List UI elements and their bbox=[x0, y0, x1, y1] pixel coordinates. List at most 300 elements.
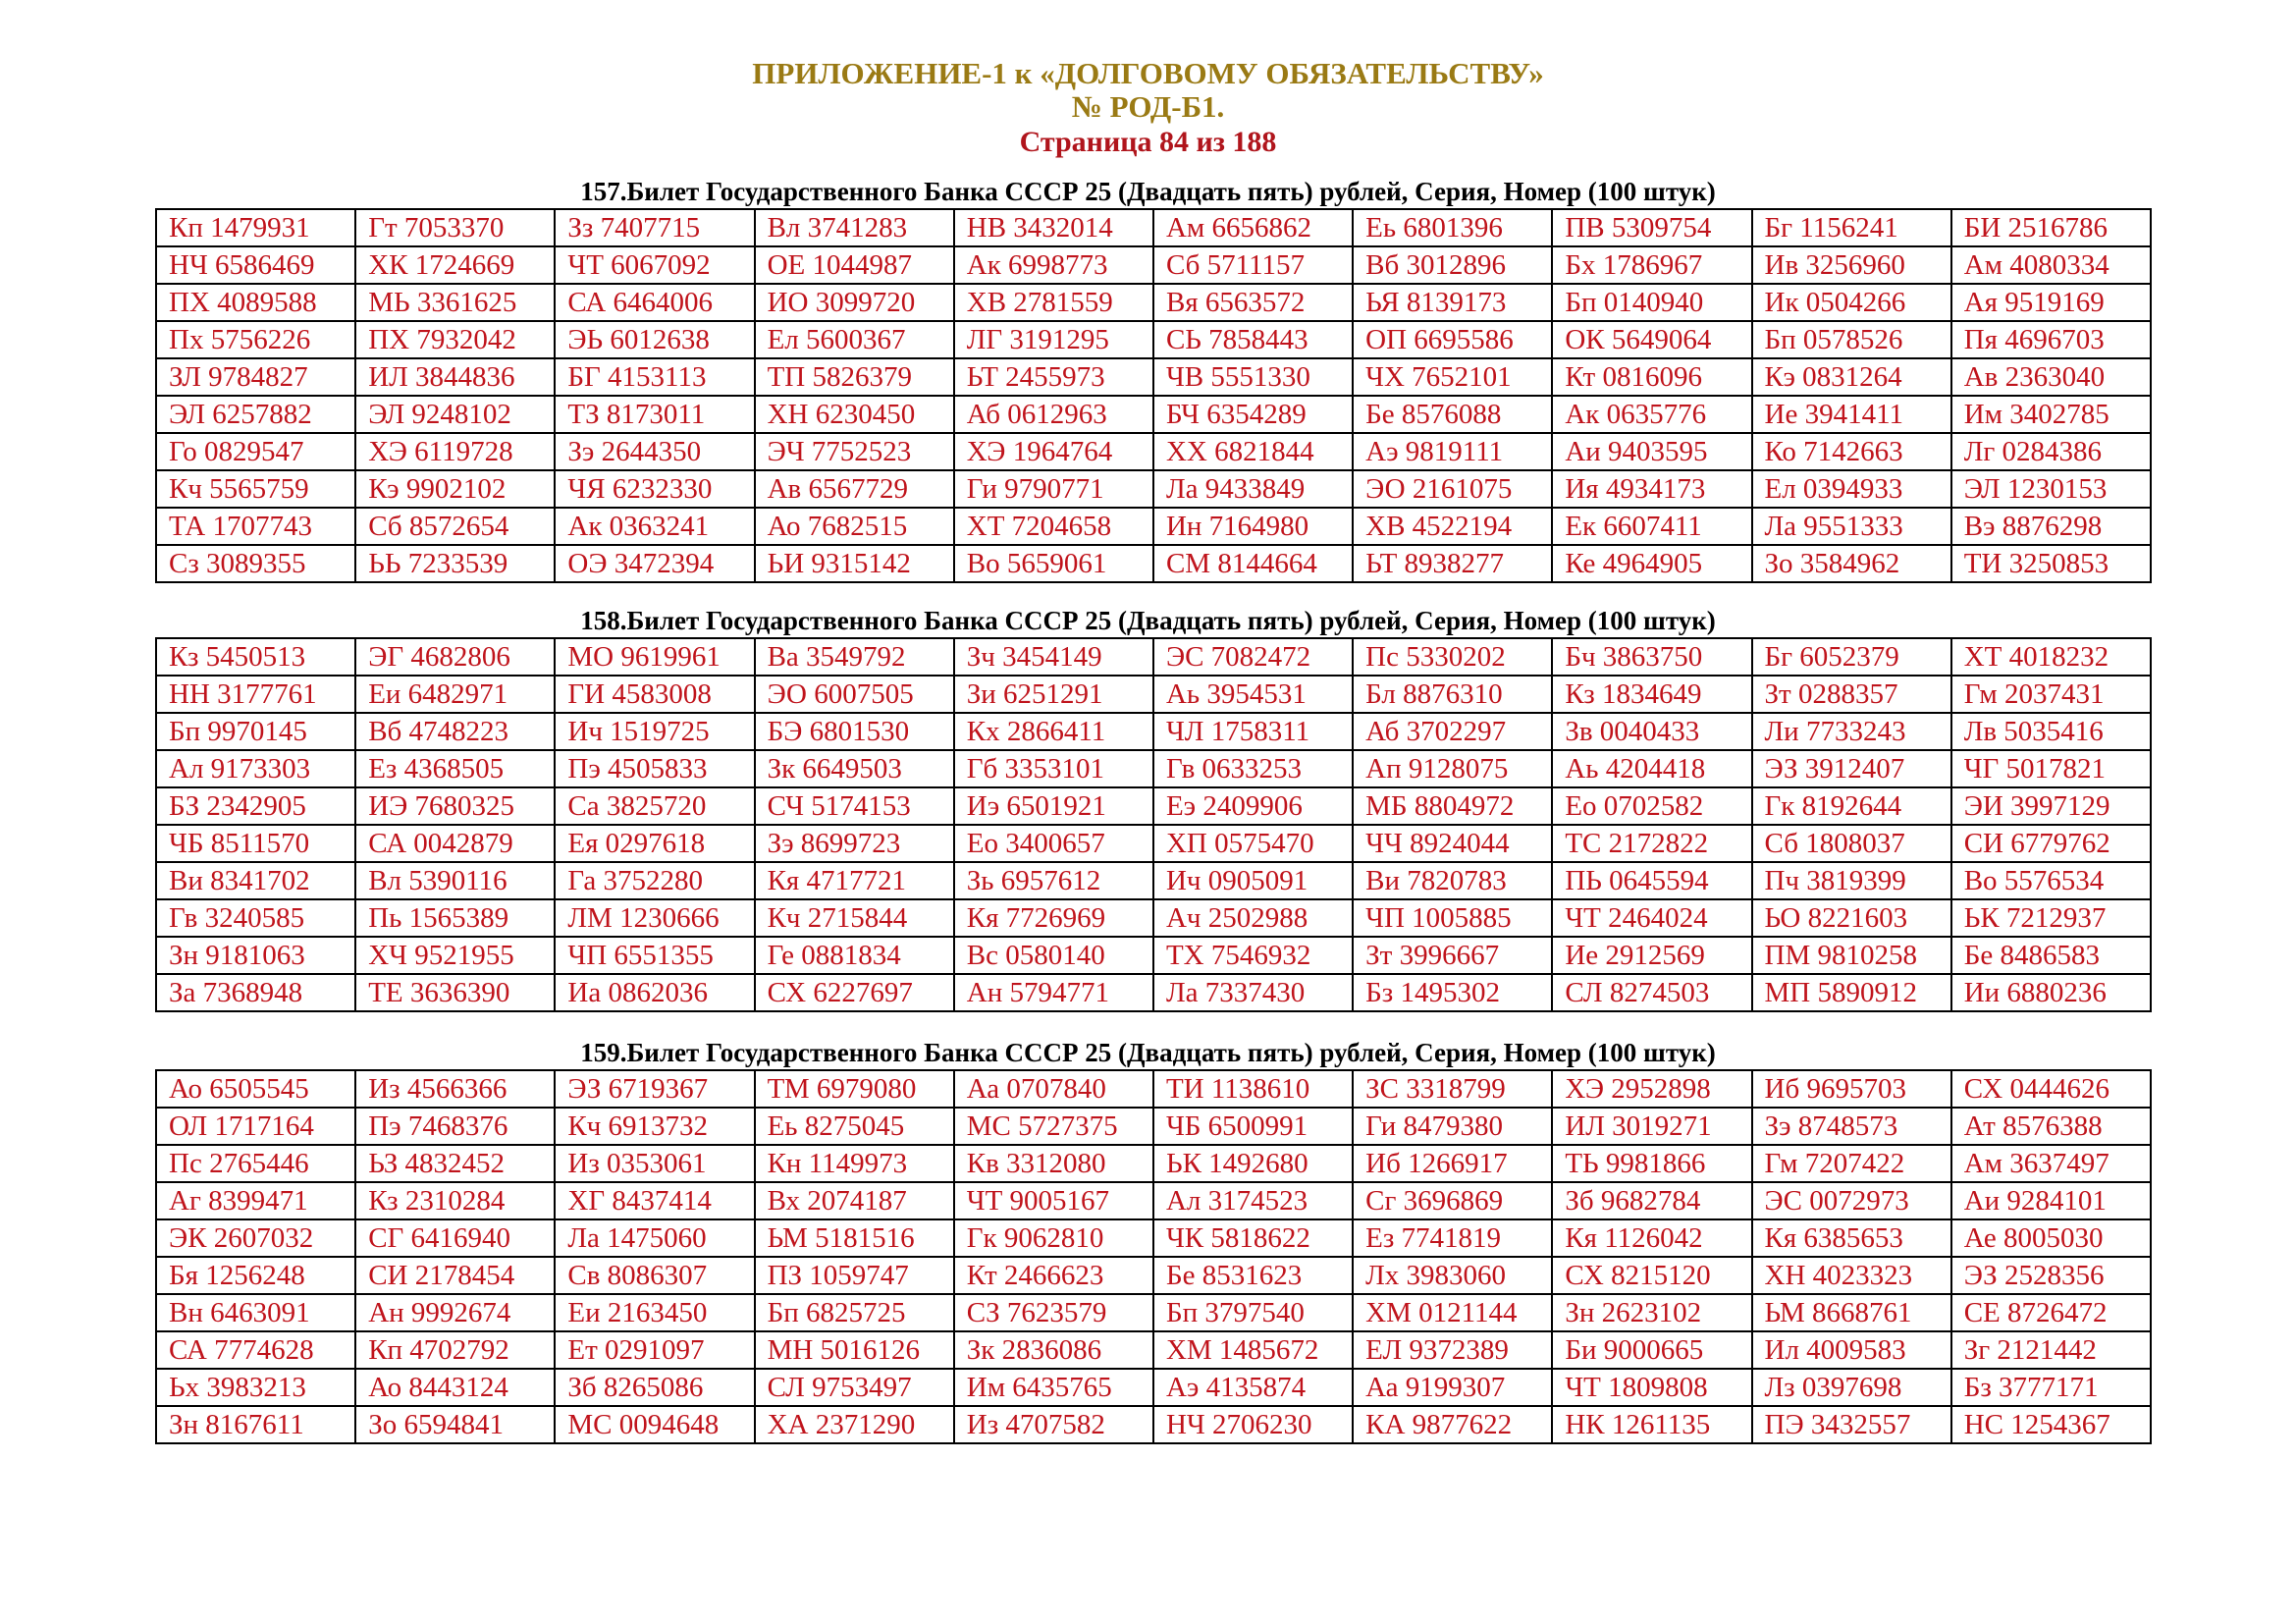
serial-number-cell: ТМ 6979080 bbox=[755, 1070, 954, 1108]
serial-number-cell: ЭС 7082472 bbox=[1153, 638, 1353, 676]
serial-number-cell: Сб 8572654 bbox=[355, 508, 555, 545]
serial-number-cell: ЧЯ 6232330 bbox=[555, 470, 754, 508]
table-row bbox=[156, 1145, 2151, 1182]
serial-number-cell: ХП 0575470 bbox=[1153, 825, 1353, 862]
serial-number-cell: НН 3177761 bbox=[156, 676, 355, 713]
serial-number-cell: ОЕ 1044987 bbox=[755, 246, 954, 284]
table-row bbox=[156, 358, 2151, 396]
serial-number-cell: ПЗ 1059747 bbox=[755, 1257, 954, 1294]
serial-number-cell: Го 0829547 bbox=[156, 433, 355, 470]
serial-number-cell: Кз 5450513 bbox=[156, 638, 355, 676]
serial-number-cell: ЭЗ 6719367 bbox=[555, 1070, 754, 1108]
serial-number-cell: ПХ 7932042 bbox=[355, 321, 555, 358]
serial-number-cell: ЧТ 2464024 bbox=[1552, 899, 1751, 937]
serial-number-cell: Зб 8265086 bbox=[555, 1369, 754, 1406]
serial-number-cell: ЭО 2161075 bbox=[1353, 470, 1552, 508]
serial-number-cell: Зн 2623102 bbox=[1552, 1294, 1751, 1331]
table-row bbox=[156, 246, 2151, 284]
serial-number-cell: Зг 2121442 bbox=[1951, 1331, 2151, 1369]
table-row bbox=[156, 638, 2151, 676]
serial-number-cell: ЬО 8221603 bbox=[1752, 899, 1951, 937]
serial-number-cell: ПХ 4089588 bbox=[156, 284, 355, 321]
serial-number-cell: Бе 8531623 bbox=[1153, 1257, 1353, 1294]
serial-number-cell: ЧТ 1809808 bbox=[1552, 1369, 1751, 1406]
serial-number-cell: ЧТ 6067092 bbox=[555, 246, 754, 284]
serial-number-cell: Ек 6607411 bbox=[1552, 508, 1751, 545]
serial-number-cell: ХК 1724669 bbox=[355, 246, 555, 284]
serial-number-cell: Зи 6251291 bbox=[954, 676, 1153, 713]
serial-number-cell: Ва 3549792 bbox=[755, 638, 954, 676]
serial-number-cell: ТС 2172822 bbox=[1552, 825, 1751, 862]
serial-numbers-table bbox=[155, 637, 2152, 1012]
table-row bbox=[156, 433, 2151, 470]
table-row bbox=[156, 676, 2151, 713]
serial-number-cell: Ви 7820783 bbox=[1353, 862, 1552, 899]
serial-number-cell: Пя 4696703 bbox=[1951, 321, 2151, 358]
serial-number-cell: ЬК 1492680 bbox=[1153, 1145, 1353, 1182]
serial-number-cell: ЭК 2607032 bbox=[156, 1219, 355, 1257]
serial-number-cell: СЧ 5174153 bbox=[755, 787, 954, 825]
serial-number-cell: Ео 0702582 bbox=[1552, 787, 1751, 825]
serial-number-cell: ТЬ 9981866 bbox=[1552, 1145, 1751, 1182]
serial-number-cell: НЧ 6586469 bbox=[156, 246, 355, 284]
serial-number-cell: Ая 9519169 bbox=[1951, 284, 2151, 321]
table-row bbox=[156, 1369, 2151, 1406]
serial-number-cell: Бз 3777171 bbox=[1951, 1369, 2151, 1406]
serial-number-cell: СИ 6779762 bbox=[1951, 825, 2151, 862]
serial-number-cell: Ла 1475060 bbox=[555, 1219, 754, 1257]
section-title: 157.Билет Государственного Банка СССР 25 (Двадцать пять) рублей, Серия, Номер (100 штук) bbox=[580, 177, 1716, 206]
table-row bbox=[156, 1108, 2151, 1145]
serial-number-cell: Ач 2502988 bbox=[1153, 899, 1353, 937]
serial-number-cell: ЧП 6551355 bbox=[555, 937, 754, 974]
serial-number-cell: ЬК 7212937 bbox=[1951, 899, 2151, 937]
serial-number-cell: Из 0353061 bbox=[555, 1145, 754, 1182]
serial-number-cell: Бе 8486583 bbox=[1951, 937, 2151, 974]
table-row bbox=[156, 545, 2151, 582]
serial-number-cell: СХ 8215120 bbox=[1552, 1257, 1751, 1294]
serial-number-cell: СЛ 8274503 bbox=[1552, 974, 1751, 1011]
document-number: № РОД-Б1. bbox=[1071, 89, 1225, 124]
serial-number-cell: Ия 4934173 bbox=[1552, 470, 1751, 508]
serial-number-cell: Иэ 6501921 bbox=[954, 787, 1153, 825]
serial-number-cell: ЧЧ 8924044 bbox=[1353, 825, 1552, 862]
serial-number-cell: Еэ 2409906 bbox=[1153, 787, 1353, 825]
serial-number-cell: МС 0094648 bbox=[555, 1406, 754, 1443]
serial-number-cell: Аэ 4135874 bbox=[1153, 1369, 1353, 1406]
serial-number-cell: Еи 2163450 bbox=[555, 1294, 754, 1331]
serial-number-cell: Еь 8275045 bbox=[755, 1108, 954, 1145]
appendix-title: ПРИЛОЖЕНИЕ-1 к «ДОЛГОВОМУ ОБЯЗАТЕЛЬСТВУ» bbox=[752, 56, 1544, 90]
serial-number-cell: ЭИ 3997129 bbox=[1951, 787, 2151, 825]
serial-number-cell: Еи 6482971 bbox=[355, 676, 555, 713]
serial-number-cell: Ли 7733243 bbox=[1752, 713, 1951, 750]
serial-number-cell: Бя 1256248 bbox=[156, 1257, 355, 1294]
serial-number-cell: Ич 1519725 bbox=[555, 713, 754, 750]
serial-number-cell: ЬМ 8668761 bbox=[1752, 1294, 1951, 1331]
serial-number-cell: ОЛ 1717164 bbox=[156, 1108, 355, 1145]
serial-number-cell: Им 6435765 bbox=[954, 1369, 1153, 1406]
serial-number-cell: Иб 1266917 bbox=[1353, 1145, 1552, 1182]
serial-number-cell: ЬЬ 7233539 bbox=[355, 545, 555, 582]
page-total: 188 bbox=[1232, 126, 1277, 158]
serial-number-cell: ТИ 3250853 bbox=[1951, 545, 2151, 582]
serial-number-cell: ТЕ 3636390 bbox=[355, 974, 555, 1011]
serial-number-cell: Вл 5390116 bbox=[355, 862, 555, 899]
serial-number-cell: Кт 0816096 bbox=[1552, 358, 1751, 396]
page-indicator bbox=[0, 126, 2296, 158]
serial-number-cell: Зт 3996667 bbox=[1353, 937, 1552, 974]
serial-number-cell: Пс 2765446 bbox=[156, 1145, 355, 1182]
serial-number-cell: Ао 6505545 bbox=[156, 1070, 355, 1108]
page-prefix: Страница bbox=[1019, 126, 1152, 158]
serial-number-cell: Ез 7741819 bbox=[1353, 1219, 1552, 1257]
serial-number-cell: Лв 5035416 bbox=[1951, 713, 2151, 750]
serial-number-cell: Еь 6801396 bbox=[1353, 209, 1552, 246]
serial-number-cell: ХТ 4018232 bbox=[1951, 638, 2151, 676]
table-row bbox=[156, 974, 2151, 1011]
serial-number-cell: ЭЛ 9248102 bbox=[355, 396, 555, 433]
serial-number-cell: Ео 3400657 bbox=[954, 825, 1153, 862]
serial-number-cell: Кя 4717721 bbox=[755, 862, 954, 899]
serial-number-cell: Ез 4368505 bbox=[355, 750, 555, 787]
serial-number-cell: Кв 3312080 bbox=[954, 1145, 1153, 1182]
serial-number-cell: КА 9877622 bbox=[1353, 1406, 1552, 1443]
serial-number-cell: ХА 2371290 bbox=[755, 1406, 954, 1443]
serial-number-cell: Бг 1156241 bbox=[1752, 209, 1951, 246]
serial-number-cell: Кэ 0831264 bbox=[1752, 358, 1951, 396]
serial-number-cell: Бп 9970145 bbox=[156, 713, 355, 750]
serial-number-cell: Га 3752280 bbox=[555, 862, 754, 899]
serial-number-cell: Зэ 2644350 bbox=[555, 433, 754, 470]
serial-number-cell: Иб 9695703 bbox=[1752, 1070, 1951, 1108]
serial-number-cell: БЗ 2342905 bbox=[156, 787, 355, 825]
serial-number-cell: МБ 8804972 bbox=[1353, 787, 1552, 825]
serial-number-cell: Ат 8576388 bbox=[1951, 1108, 2151, 1145]
serial-number-cell: Ае 8005030 bbox=[1951, 1219, 2151, 1257]
serial-number-cell: ХХ 6821844 bbox=[1153, 433, 1353, 470]
serial-number-cell: ХЭ 6119728 bbox=[355, 433, 555, 470]
serial-number-cell: ПЬ 0645594 bbox=[1552, 862, 1751, 899]
serial-number-cell: БЭ 6801530 bbox=[755, 713, 954, 750]
serial-number-cell: Зо 6594841 bbox=[355, 1406, 555, 1443]
serial-number-cell: Кп 1479931 bbox=[156, 209, 355, 246]
serial-number-cell: Ге 0881834 bbox=[755, 937, 954, 974]
serial-number-cell: Ан 5794771 bbox=[954, 974, 1153, 1011]
serial-number-cell: Ла 7337430 bbox=[1153, 974, 1353, 1011]
serial-number-cell: Вл 3741283 bbox=[755, 209, 954, 246]
serial-number-cell: Вх 2074187 bbox=[755, 1182, 954, 1219]
serial-number-cell: ЭЧ 7752523 bbox=[755, 433, 954, 470]
serial-number-cell: Ко 7142663 bbox=[1752, 433, 1951, 470]
serial-number-cell: ХЭ 2952898 bbox=[1552, 1070, 1751, 1108]
serial-number-cell: Сб 1808037 bbox=[1752, 825, 1951, 862]
serial-number-cell: Зз 7407715 bbox=[555, 209, 754, 246]
serial-number-cell: Пь 1565389 bbox=[355, 899, 555, 937]
serial-number-cell: ЛМ 1230666 bbox=[555, 899, 754, 937]
serial-number-cell: Во 5659061 bbox=[954, 545, 1153, 582]
table-row bbox=[156, 1294, 2151, 1331]
serial-number-cell: ЧБ 6500991 bbox=[1153, 1108, 1353, 1145]
serial-number-cell: СГ 6416940 bbox=[355, 1219, 555, 1257]
serial-number-cell: БЧ 6354289 bbox=[1153, 396, 1353, 433]
serial-number-cell: Кч 5565759 bbox=[156, 470, 355, 508]
serial-number-cell: ЭЗ 2528356 bbox=[1951, 1257, 2151, 1294]
serial-number-cell: ИО 3099720 bbox=[755, 284, 954, 321]
serial-number-cell: СА 6464006 bbox=[555, 284, 754, 321]
serial-number-cell: СА 0042879 bbox=[355, 825, 555, 862]
serial-number-cell: Зк 2836086 bbox=[954, 1331, 1153, 1369]
page-current: 84 bbox=[1159, 126, 1190, 158]
serial-numbers-table bbox=[155, 208, 2152, 583]
serial-number-cell: ХН 6230450 bbox=[755, 396, 954, 433]
serial-number-cell: Ел 5600367 bbox=[755, 321, 954, 358]
table-row bbox=[156, 937, 2151, 974]
serial-number-cell: ЧП 1005885 bbox=[1353, 899, 1552, 937]
serial-number-cell: МП 5890912 bbox=[1752, 974, 1951, 1011]
table-row bbox=[156, 1331, 2151, 1369]
serial-number-cell: Ла 9433849 bbox=[1153, 470, 1353, 508]
serial-number-cell: Бг 6052379 bbox=[1752, 638, 1951, 676]
serial-number-cell: ТХ 7546932 bbox=[1153, 937, 1353, 974]
serial-number-cell: Пх 5756226 bbox=[156, 321, 355, 358]
serial-number-cell: Гв 0633253 bbox=[1153, 750, 1353, 787]
serial-number-cell: Са 3825720 bbox=[555, 787, 754, 825]
serial-number-cell: ПМ 9810258 bbox=[1752, 937, 1951, 974]
serial-number-cell: МЬ 3361625 bbox=[355, 284, 555, 321]
serial-number-cell: Ак 0635776 bbox=[1552, 396, 1751, 433]
serial-number-cell: Кэ 9902102 bbox=[355, 470, 555, 508]
serial-number-cell: СИ 2178454 bbox=[355, 1257, 555, 1294]
serial-number-cell: Ел 0394933 bbox=[1752, 470, 1951, 508]
serial-number-cell: ГИ 4583008 bbox=[555, 676, 754, 713]
serial-number-cell: ХТ 7204658 bbox=[954, 508, 1153, 545]
serial-number-cell: Зв 0040433 bbox=[1552, 713, 1751, 750]
serial-number-cell: Ил 4009583 bbox=[1752, 1331, 1951, 1369]
serial-number-cell: ЧГ 5017821 bbox=[1951, 750, 2151, 787]
serial-number-cell: Гк 8192644 bbox=[1752, 787, 1951, 825]
serial-number-cell: Аи 9284101 bbox=[1951, 1182, 2151, 1219]
serial-number-cell: Ги 9790771 bbox=[954, 470, 1153, 508]
serial-number-cell: Ал 9173303 bbox=[156, 750, 355, 787]
serial-number-cell: Вб 4748223 bbox=[355, 713, 555, 750]
serial-number-cell: ЬЯ 8139173 bbox=[1353, 284, 1552, 321]
serial-number-cell: ЭЬ 6012638 bbox=[555, 321, 754, 358]
serial-number-cell: Зэ 8699723 bbox=[755, 825, 954, 862]
serial-number-cell: Би 9000665 bbox=[1552, 1331, 1751, 1369]
serial-number-cell: Кя 1126042 bbox=[1552, 1219, 1751, 1257]
serial-number-cell: ПЭ 3432557 bbox=[1752, 1406, 1951, 1443]
serial-number-cell: Гк 9062810 bbox=[954, 1219, 1153, 1257]
serial-number-cell: Бз 1495302 bbox=[1353, 974, 1552, 1011]
serial-number-cell: Св 8086307 bbox=[555, 1257, 754, 1294]
serial-number-cell: Вб 3012896 bbox=[1353, 246, 1552, 284]
serial-number-cell: СЬ 7858443 bbox=[1153, 321, 1353, 358]
serial-number-cell: Ав 6567729 bbox=[755, 470, 954, 508]
serial-number-cell: Ак 6998773 bbox=[954, 246, 1153, 284]
table-row bbox=[156, 750, 2151, 787]
serial-number-cell: Бл 8876310 bbox=[1353, 676, 1552, 713]
serial-number-cell: Ет 0291097 bbox=[555, 1331, 754, 1369]
serial-number-cell: Ав 2363040 bbox=[1951, 358, 2151, 396]
serial-number-cell: Сз 3089355 bbox=[156, 545, 355, 582]
serial-number-cell: Ке 4964905 bbox=[1552, 545, 1751, 582]
serial-number-cell: ЬМ 5181516 bbox=[755, 1219, 954, 1257]
table-row bbox=[156, 508, 2151, 545]
serial-number-cell: Ап 9128075 bbox=[1353, 750, 1552, 787]
serial-number-cell: Ик 0504266 bbox=[1752, 284, 1951, 321]
serial-numbers-table bbox=[155, 1069, 2152, 1444]
serial-number-cell: ЭС 0072973 bbox=[1752, 1182, 1951, 1219]
serial-number-cell: НС 1254367 bbox=[1951, 1406, 2151, 1443]
serial-number-cell: ОЭ 3472394 bbox=[555, 545, 754, 582]
serial-number-cell: СЕ 8726472 bbox=[1951, 1294, 2151, 1331]
serial-number-cell: НК 1261135 bbox=[1552, 1406, 1751, 1443]
serial-number-cell: ЭГ 4682806 bbox=[355, 638, 555, 676]
table-row bbox=[156, 787, 2151, 825]
serial-number-cell: Ин 7164980 bbox=[1153, 508, 1353, 545]
serial-number-cell: Ея 0297618 bbox=[555, 825, 754, 862]
serial-number-cell: Пэ 4505833 bbox=[555, 750, 754, 787]
table-row bbox=[156, 1182, 2151, 1219]
serial-number-cell: Кт 2466623 bbox=[954, 1257, 1153, 1294]
serial-number-cell: Аб 3702297 bbox=[1353, 713, 1552, 750]
page-mid: из bbox=[1196, 126, 1225, 158]
serial-number-cell: ЧЛ 1758311 bbox=[1153, 713, 1353, 750]
serial-number-cell: Аь 4204418 bbox=[1552, 750, 1751, 787]
serial-number-cell: Гв 3240585 bbox=[156, 899, 355, 937]
section-title: 158.Билет Государственного Банка СССР 25 (Двадцать пять) рублей, Серия, Номер (100 штук) bbox=[580, 606, 1716, 635]
serial-number-cell: ОП 6695586 bbox=[1353, 321, 1552, 358]
serial-number-cell: Кч 2715844 bbox=[755, 899, 954, 937]
serial-number-cell: Гм 2037431 bbox=[1951, 676, 2151, 713]
serial-number-cell: ЧТ 9005167 bbox=[954, 1182, 1153, 1219]
serial-number-cell: Гт 7053370 bbox=[355, 209, 555, 246]
serial-number-cell: СА 7774628 bbox=[156, 1331, 355, 1369]
serial-number-cell: ХГ 8437414 bbox=[555, 1182, 754, 1219]
serial-number-cell: Вэ 8876298 bbox=[1951, 508, 2151, 545]
serial-number-cell: ТИ 1138610 bbox=[1153, 1070, 1353, 1108]
serial-number-cell: ЭЛ 1230153 bbox=[1951, 470, 2151, 508]
serial-number-cell: За 7368948 bbox=[156, 974, 355, 1011]
serial-number-cell: Пэ 7468376 bbox=[355, 1108, 555, 1145]
serial-number-cell: Вн 6463091 bbox=[156, 1294, 355, 1331]
serial-number-cell: СМ 8144664 bbox=[1153, 545, 1353, 582]
serial-number-cell: СЗ 7623579 bbox=[954, 1294, 1153, 1331]
serial-number-cell: СХ 0444626 bbox=[1951, 1070, 2151, 1108]
serial-number-cell: СЛ 9753497 bbox=[755, 1369, 954, 1406]
serial-number-cell: ТЗ 8173011 bbox=[555, 396, 754, 433]
serial-number-cell: ХН 4023323 bbox=[1752, 1257, 1951, 1294]
serial-number-cell: Бп 6825725 bbox=[755, 1294, 954, 1331]
serial-number-cell: Бч 3863750 bbox=[1552, 638, 1751, 676]
serial-number-cell: ЧБ 8511570 bbox=[156, 825, 355, 862]
serial-number-cell: Ао 8443124 bbox=[355, 1369, 555, 1406]
serial-number-cell: Сг 3696869 bbox=[1353, 1182, 1552, 1219]
serial-number-cell: Сб 5711157 bbox=[1153, 246, 1353, 284]
serial-number-cell: ЗЛ 9784827 bbox=[156, 358, 355, 396]
serial-number-cell: Зч 3454149 bbox=[954, 638, 1153, 676]
serial-number-cell: Гб 3353101 bbox=[954, 750, 1153, 787]
serial-number-cell: Кя 6385653 bbox=[1752, 1219, 1951, 1257]
section-title: 159.Билет Государственного Банка СССР 25 (Двадцать пять) рублей, Серия, Номер (100 штук) bbox=[580, 1038, 1716, 1067]
serial-number-cell: НЧ 2706230 bbox=[1153, 1406, 1353, 1443]
serial-number-cell: МО 9619961 bbox=[555, 638, 754, 676]
serial-number-cell: Гм 7207422 bbox=[1752, 1145, 1951, 1182]
serial-number-cell: Вс 0580140 bbox=[954, 937, 1153, 974]
serial-number-cell: ХМ 1485672 bbox=[1153, 1331, 1353, 1369]
table-row bbox=[156, 862, 2151, 899]
serial-number-cell: Зк 6649503 bbox=[755, 750, 954, 787]
serial-number-cell: ЭЗ 3912407 bbox=[1752, 750, 1951, 787]
table-row bbox=[156, 899, 2151, 937]
serial-number-cell: Лг 0284386 bbox=[1951, 433, 2151, 470]
serial-number-cell: Ам 3637497 bbox=[1951, 1145, 2151, 1182]
serial-number-cell: ХЭ 1964764 bbox=[954, 433, 1153, 470]
serial-number-cell: Аа 9199307 bbox=[1353, 1369, 1552, 1406]
serial-number-cell: Ан 9992674 bbox=[355, 1294, 555, 1331]
serial-number-cell: ЬИ 9315142 bbox=[755, 545, 954, 582]
serial-number-cell: Аь 3954531 bbox=[1153, 676, 1353, 713]
serial-number-cell: Бх 1786967 bbox=[1552, 246, 1751, 284]
serial-number-cell: Ги 8479380 bbox=[1353, 1108, 1552, 1145]
serial-number-cell: Зо 3584962 bbox=[1752, 545, 1951, 582]
serial-number-cell: ИЛ 3019271 bbox=[1552, 1108, 1751, 1145]
serial-number-cell: Аэ 9819111 bbox=[1353, 433, 1552, 470]
table-row bbox=[156, 825, 2151, 862]
serial-number-cell: ЕЛ 9372389 bbox=[1353, 1331, 1552, 1369]
serial-number-cell: Кп 4702792 bbox=[355, 1331, 555, 1369]
serial-number-cell: Во 5576534 bbox=[1951, 862, 2151, 899]
serial-number-cell: Зэ 8748573 bbox=[1752, 1108, 1951, 1145]
table-row bbox=[156, 1257, 2151, 1294]
document-header bbox=[0, 57, 2296, 158]
serial-number-cell: Ал 3174523 bbox=[1153, 1182, 1353, 1219]
serial-number-cell: МС 5727375 bbox=[954, 1108, 1153, 1145]
serial-number-cell: Бп 0578526 bbox=[1752, 321, 1951, 358]
serial-number-cell: Ам 6656862 bbox=[1153, 209, 1353, 246]
serial-number-cell: ИЭ 7680325 bbox=[355, 787, 555, 825]
serial-number-cell: Ак 0363241 bbox=[555, 508, 754, 545]
serial-number-cell: Ви 8341702 bbox=[156, 862, 355, 899]
table-row bbox=[156, 1070, 2151, 1108]
serial-number-cell: НВ 3432014 bbox=[954, 209, 1153, 246]
serial-number-cell: ТП 5826379 bbox=[755, 358, 954, 396]
table-row bbox=[156, 1219, 2151, 1257]
serial-number-cell: Ьх 3983213 bbox=[156, 1369, 355, 1406]
serial-number-cell: ЭЛ 6257882 bbox=[156, 396, 355, 433]
serial-number-cell: ЬЗ 4832452 bbox=[355, 1145, 555, 1182]
serial-number-cell: Лз 0397698 bbox=[1752, 1369, 1951, 1406]
serial-number-cell: Ив 3256960 bbox=[1752, 246, 1951, 284]
serial-number-cell: Бп 0140940 bbox=[1552, 284, 1751, 321]
serial-number-cell: Ие 2912569 bbox=[1552, 937, 1751, 974]
serial-number-cell: ХВ 4522194 bbox=[1353, 508, 1552, 545]
serial-number-cell: ХВ 2781559 bbox=[954, 284, 1153, 321]
serial-number-cell: Им 3402785 bbox=[1951, 396, 2151, 433]
serial-number-cell: Ао 7682515 bbox=[755, 508, 954, 545]
serial-number-cell: Зн 9181063 bbox=[156, 937, 355, 974]
serial-number-cell: ЬТ 2455973 bbox=[954, 358, 1153, 396]
serial-number-cell: Зь 6957612 bbox=[954, 862, 1153, 899]
serial-number-cell: СХ 6227697 bbox=[755, 974, 954, 1011]
serial-number-cell: ИЛ 3844836 bbox=[355, 358, 555, 396]
serial-number-cell: Кз 2310284 bbox=[355, 1182, 555, 1219]
serial-number-cell: Из 4707582 bbox=[954, 1406, 1153, 1443]
table-row bbox=[156, 209, 2151, 246]
table-row bbox=[156, 470, 2151, 508]
table-row bbox=[156, 1406, 2151, 1443]
